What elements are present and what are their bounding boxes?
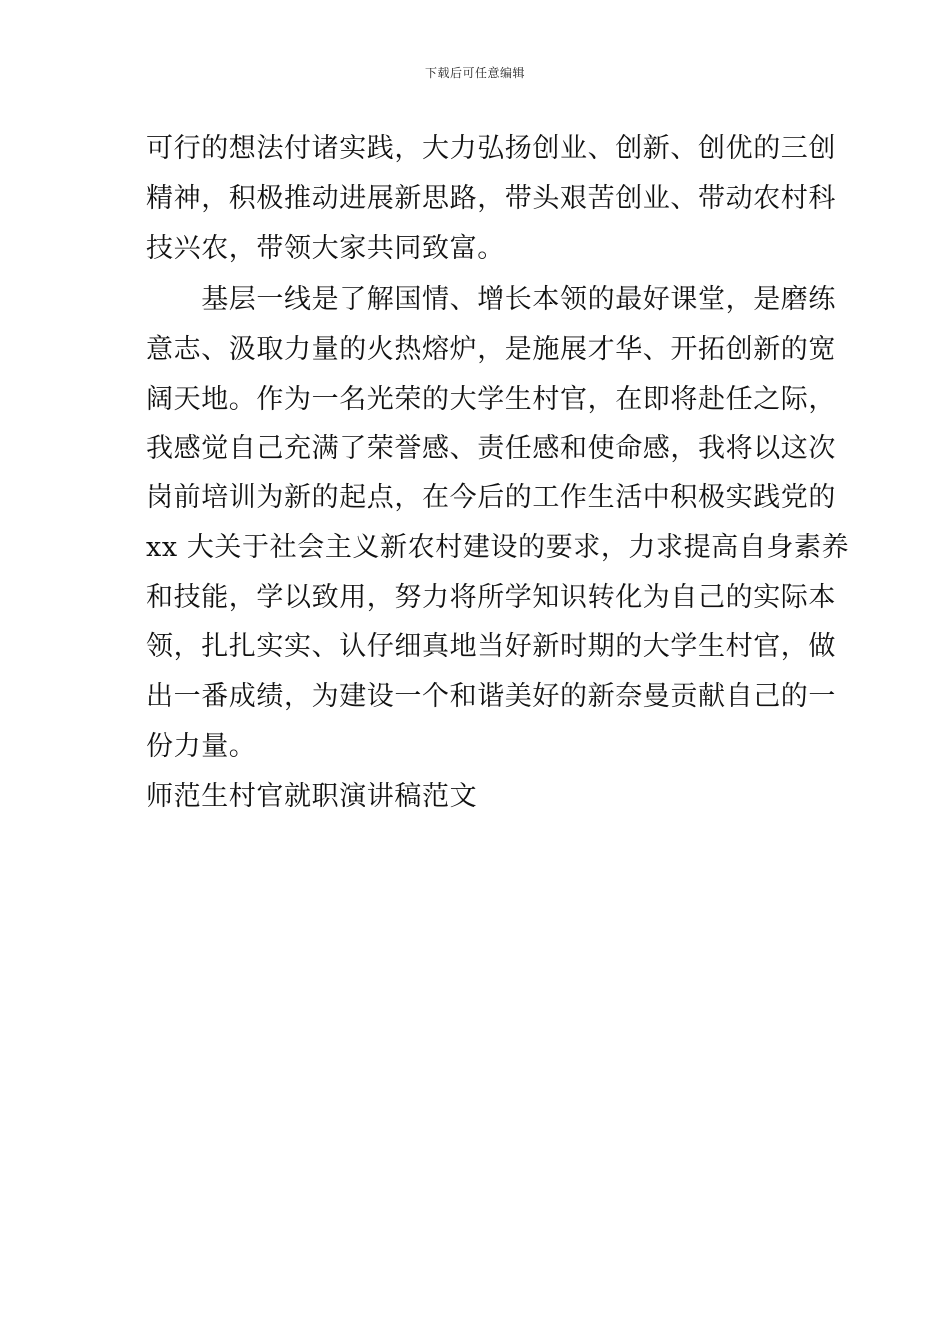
paragraph-1-line-1: 可行的想法付诸实践，大力弘扬创业、创新、创优的三创 [146,133,836,164]
paragraph-2-line-5: 岗前培训为新的起点，在今后的工作生活中积极实践党的 [146,482,836,513]
paragraph-2-line-8: 领，扎扎实实、认仔细真地当好新时期的大学生村官，做 [146,631,836,662]
paragraph-2-line-3: 阔天地。作为一名光荣的大学生村官，在即将赴任之际， [146,384,836,415]
document-title-heading: 师范生村官就职演讲稿范文 [146,781,478,812]
paragraph-2-line-10: 份力量。 [146,731,257,762]
paragraph-2-line-9: 出一番成绩，为建设一个和谐美好的新奈曼贡献自己的一 [146,681,836,712]
paragraph-2-line-2: 意志、汲取力量的火热熔炉，是施展才华、开拓创新的宽 [146,334,836,365]
paragraph-2-line-1: 基层一线是了解国情、增长本领的最好课堂，是磨练 [146,284,836,315]
paragraph-2-line-6: xx 大关于社会主义新农村建设的要求，力求提高自身素养 [146,532,850,563]
paragraph-1-line-2: 精神，积极推动进展新思路，带头艰苦创业、带动农村科 [146,183,836,214]
paragraph-2-line-4: 我感觉自己充满了荣誉感、责任感和使命感，我将以这次 [146,433,836,464]
header-note: 下载后可任意编辑 [424,66,525,80]
paragraph-1-line-3: 技兴农，带领大家共同致富。 [146,233,505,264]
paragraph-2-line-7: 和技能，学以致用，努力将所学知识转化为自己的实际本 [146,582,836,613]
